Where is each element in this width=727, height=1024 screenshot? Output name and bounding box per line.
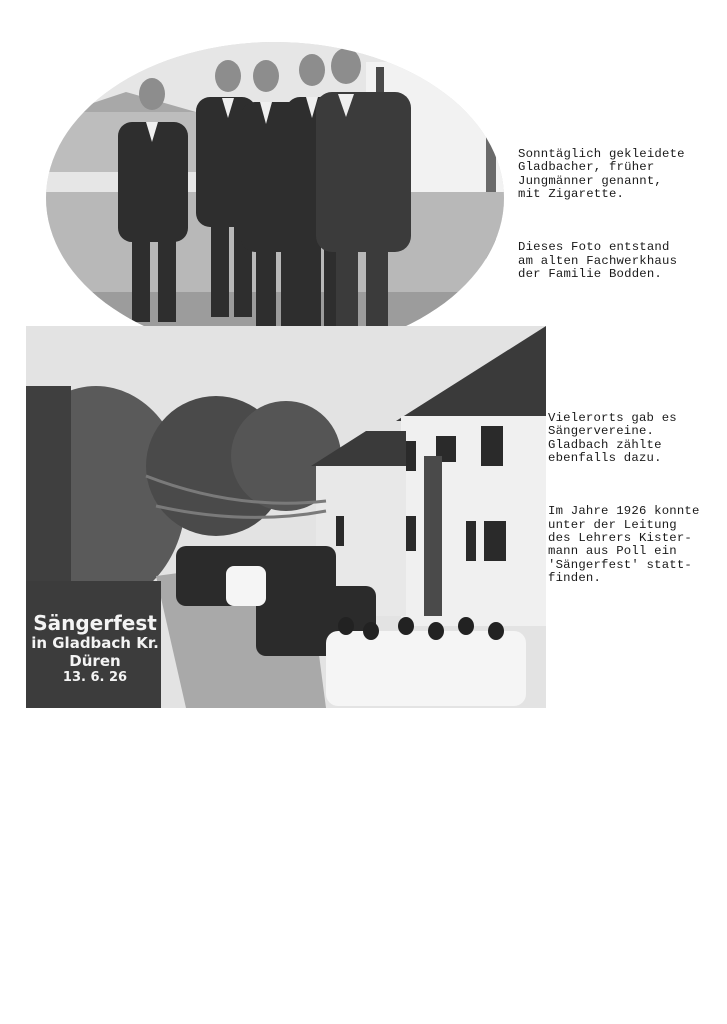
photo-young-men: [46, 42, 504, 354]
young-men-image: [46, 42, 504, 354]
caption-saengerfest-para2: Im Jahre 1926 konnte unter der Leitung des Lehrers Kister- mann aus Poll ein 'Sängerfest' statt- finden.: [548, 504, 700, 586]
photo-inscription: [26, 612, 164, 686]
caption-young-men: [518, 121, 685, 308]
caption-young-men-para1: Sonntäglich gekleidete Gladbacher, früher Jungmänner genannt, mit Zigarette.: [518, 146, 685, 202]
photo-saengerfest: [26, 326, 546, 708]
inscription-line2: in Gladbach Kr. Düren: [31, 634, 159, 670]
inscription-line3: 13. 6. 26: [62, 670, 128, 685]
caption-young-men-para2: Dieses Foto entstand am alten Fachwerkhaus der Familie Bodden.: [518, 240, 678, 282]
caption-saengerfest: [548, 385, 700, 612]
inscription-line1: Sängerfest: [33, 611, 157, 635]
caption-saengerfest-para1: Vielerorts gab es Sängervereine. Gladbach zählte ebenfalls dazu.: [548, 410, 677, 466]
